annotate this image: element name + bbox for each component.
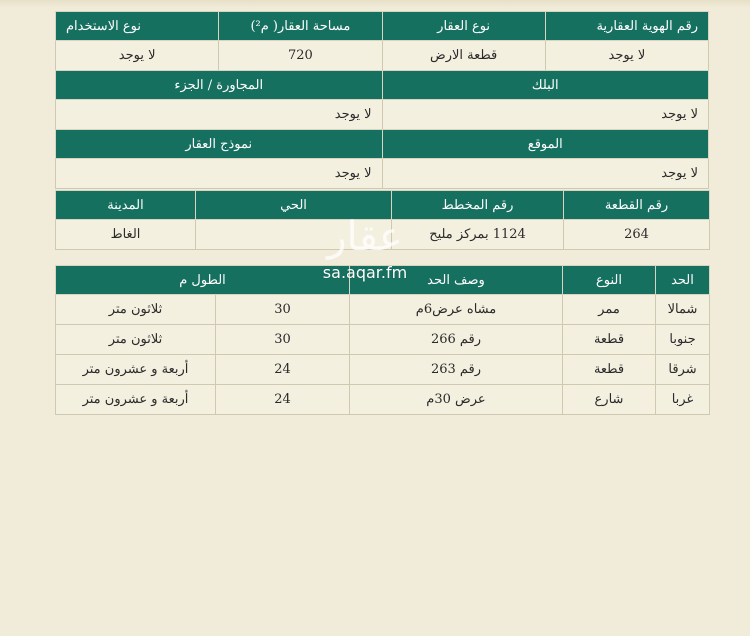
table-row [56,295,710,325]
header-block: البلك [382,71,709,100]
header-plan-number: رقم المخطط [392,191,564,220]
boundary-length: 24 [216,385,350,415]
header-neighborhood-part: المجاورة / الجزء [56,71,383,100]
value-property-area: 720 [219,41,382,71]
header-boundary-description: وصف الحد [350,266,563,295]
header-boundary-length: الطول م [56,266,350,295]
boundary-length: 30 [216,295,350,325]
boundary-length: 30 [216,325,350,355]
boundaries-table [55,265,709,415]
value-block: لا يوجد [382,100,709,130]
boundary-description: رقم 266 [350,325,563,355]
table-row [56,325,710,355]
value-neighborhood-part: لا يوجد [56,100,383,130]
boundary-type: قطعة [563,325,656,355]
value-location: لا يوجد [382,159,709,189]
header-usage-type: نوع الاستخدام [56,12,219,41]
plot-info-table [55,190,709,250]
value-plan-number: 1124 بمركز مليح [392,220,564,250]
header-city: المدينة [56,191,196,220]
watermark-url: sa.aqar.fm [322,263,408,282]
header-boundary-type: النوع [563,266,656,295]
boundary-length-text: ثلاثون متر [56,295,216,325]
header-property-id: رقم الهوية العقارية [545,12,708,41]
header-property-model: نموذج العقار [56,130,383,159]
header-property-type: نوع العقار [382,12,545,41]
value-plot-number: 264 [564,220,710,250]
value-usage-type: لا يوجد [56,41,219,71]
value-property-model: لا يوجد [56,159,383,189]
block-neighborhood-table [55,70,709,130]
watermark-logo: عقار [327,214,403,260]
boundary-type: شارع [563,385,656,415]
header-plot-number: رقم القطعة [564,191,710,220]
location-model-table [55,129,709,189]
boundary-length: 24 [216,355,350,385]
value-district [196,220,392,250]
header-location: الموقع [382,130,709,159]
boundary-type: ممر [563,295,656,325]
paper-top-edge [0,0,750,8]
header-property-area: مساحة العقار( م²) [219,12,382,41]
boundary-length-text: أربعة و عشرون متر [56,355,216,385]
boundary-length-text: أربعة و عشرون متر [56,385,216,415]
boundary-side: غربا [656,385,710,415]
value-city: الغاط [56,220,196,250]
table-row [56,385,710,415]
boundary-length-text: ثلاثون متر [56,325,216,355]
boundary-description: رقم 263 [350,355,563,385]
boundary-side: جنوبا [656,325,710,355]
table-row [56,355,710,385]
boundary-type: قطعة [563,355,656,385]
boundary-side: شمالا [656,295,710,325]
value-property-type: قطعة الارض [382,41,545,71]
boundary-description: عرض 30م [350,385,563,415]
boundary-side: شرقا [656,355,710,385]
boundary-description: مشاه عرض6م [350,295,563,325]
header-boundary: الحد [656,266,710,295]
value-property-id: لا يوجد [545,41,708,71]
property-info-table [55,11,709,71]
header-district: الحي [196,191,392,220]
